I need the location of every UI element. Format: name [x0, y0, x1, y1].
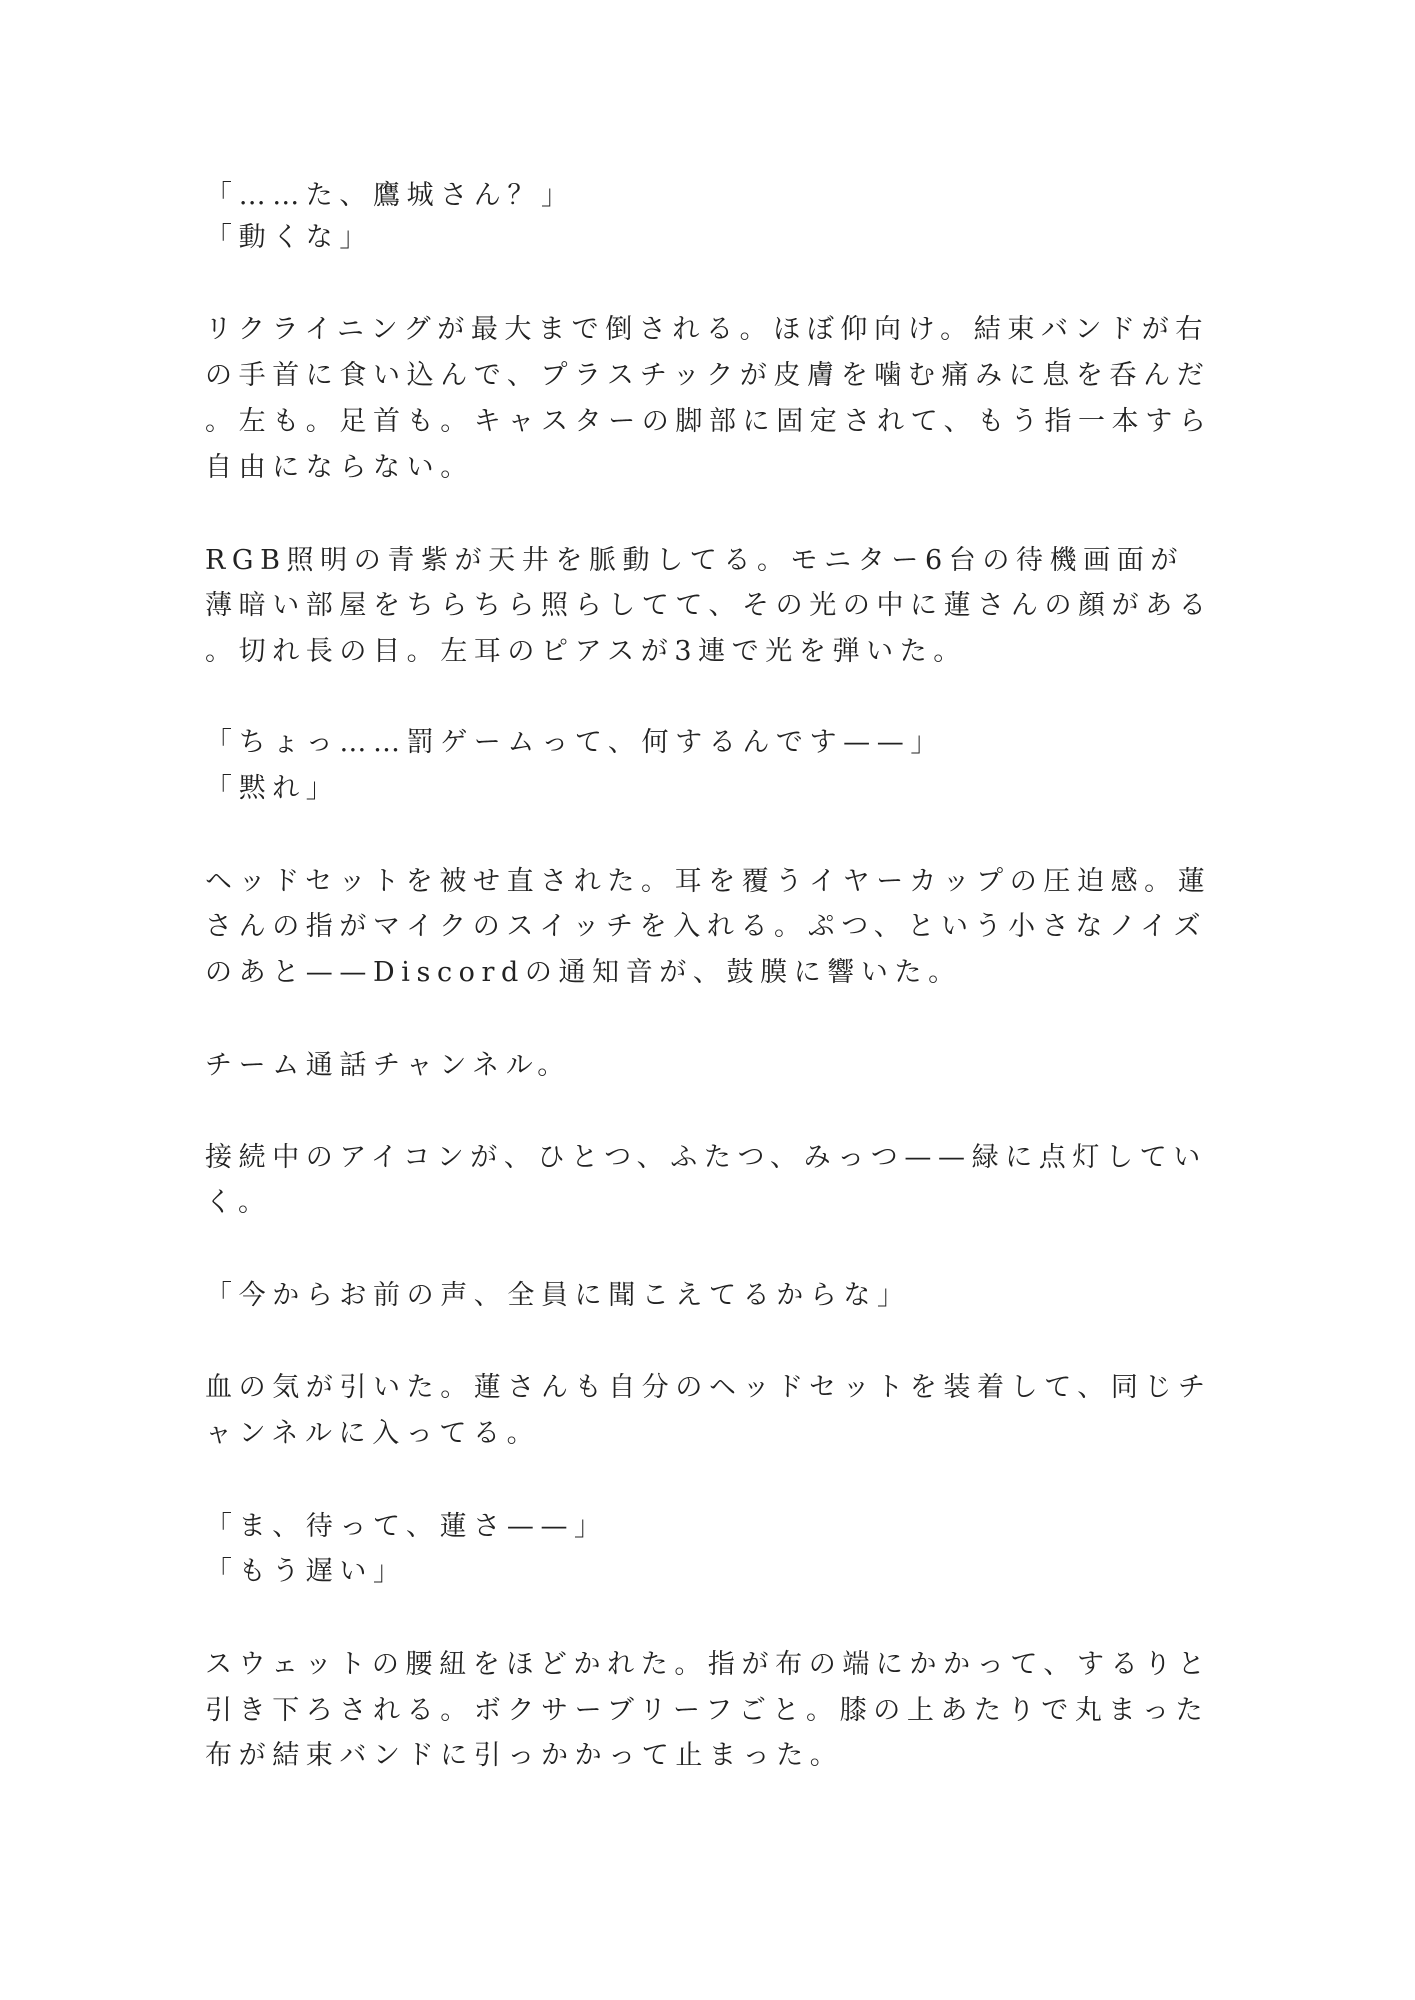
- text-line: さんの指がマイクのスイッチを入れる。ぷつ、という小さなノイズ: [205, 911, 1208, 942]
- text-line: 「動くな」: [205, 222, 373, 253]
- text-line: 血の気が引いた。蓮さんも自分のヘッドセットを装着して、同じチ: [205, 1372, 1212, 1403]
- text-line: 「ま、待って、蓮さ——」: [205, 1511, 608, 1542]
- text-line: スウェットの腰紐をほどかれた。指が布の端にかかって、するりと: [205, 1649, 1212, 1680]
- text-line: 「ちょっ……罰ゲームって、何するんです——」: [205, 727, 944, 758]
- text-line: 薄暗い部屋をちらちら照らしてて、その光の中に蓮さんの顔がある: [205, 590, 1213, 621]
- text-line: ヘッドセットを被せ直された。耳を覆うイヤーカップの圧迫感。蓮: [205, 866, 1212, 897]
- text-line: リクライニングが最大まで倒される。ほぼ仰向け。結束バンドが右: [205, 314, 1209, 345]
- text-line: 「もう遅い」: [205, 1556, 407, 1587]
- text-line: RGB照明の青紫が天井を脈動してる。モニター6台の待機画面が: [205, 545, 1184, 576]
- text-line: チーム通話チャンネル。: [205, 1050, 571, 1081]
- text-line: の手首に食い込んで、プラスチックが皮膚を噛む痛みに息を呑んだ: [205, 360, 1211, 391]
- text-line: 。左も。足首も。キャスターの脚部に固定されて、もう指一本すら: [205, 406, 1213, 437]
- text-line: 「黙れ」: [205, 773, 340, 804]
- text-line: 接続中のアイコンが、ひとつ、ふたつ、みっつ——緑に点灯してい: [205, 1142, 1207, 1173]
- text-line: 引き下ろされる。ボクサーブリーフごと。膝の上あたりで丸まった: [205, 1695, 1210, 1726]
- text-line: 「今からお前の声、全員に聞こえてるからな」: [205, 1280, 911, 1311]
- text-line: 「……た、鷹城さん？」: [205, 180, 575, 211]
- text-line: ャンネルに入ってる。: [205, 1418, 541, 1449]
- text-line: 。切れ長の目。左耳のピアスが3連で光を弾いた。: [205, 636, 967, 667]
- text-line: 自由にならない。: [205, 452, 474, 483]
- text-line: 布が結束バンドに引っかかって止まった。: [205, 1740, 844, 1771]
- text-line: のあと——Discordの通知音が、鼓膜に響いた。: [205, 957, 962, 988]
- text-line: く。: [205, 1187, 272, 1218]
